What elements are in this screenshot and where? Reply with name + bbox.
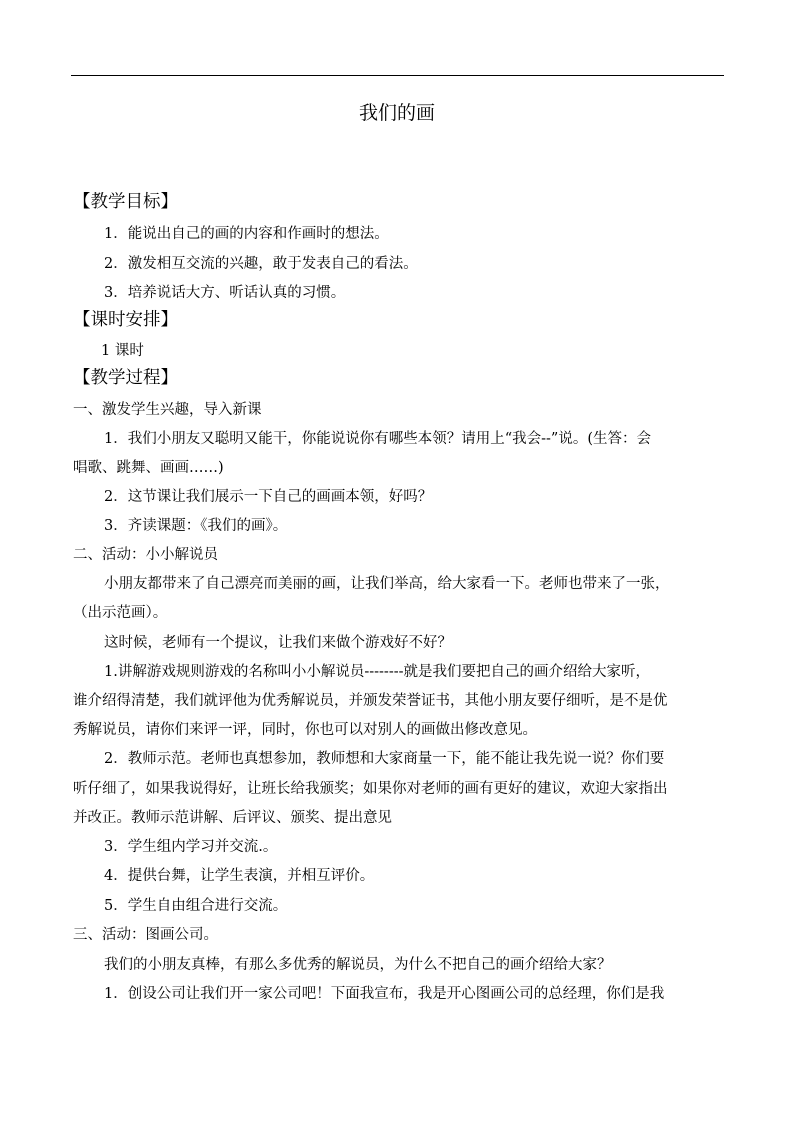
paragraph-line: 1．我们小朋友又聪明又能干，你能说说你有哪些本领？请用上“我会--”说。(生答：会 [104, 431, 652, 447]
header-rule [71, 75, 724, 76]
paragraph-line: 唱歌、跳舞、画画……) [73, 460, 224, 476]
paragraph-line: （出示范画）。 [73, 605, 168, 621]
section-heading-goals: 【教学目标】 [73, 192, 178, 212]
part-heading: 一、激发学生兴趣，导入新课 [73, 402, 262, 418]
paragraph-line: 3．学生组内学习并交流.。 [104, 839, 278, 855]
paragraph-line: 这时候，老师有一个提议，让我们来做个游戏好不好？ [104, 635, 452, 651]
paragraph-line: 听仔细了，如果我说得好，让班长给我颁奖；如果你对老师的画有更好的建议，欢迎大家指出 [73, 781, 668, 797]
paragraph-line: 谁介绍得清楚，我们就评他为优秀解说员，并颁发荣誉证书，其他小朋友要仔细听，是不是优 [73, 693, 668, 709]
part-heading: 三、活动：图画公司。 [73, 927, 218, 943]
section-heading-schedule: 【课时安排】 [73, 310, 178, 330]
paragraph-line: 2．教师示范。老师也真想参加，教师想和大家商量一下，能不能让我先说一说？你们要 [104, 751, 665, 767]
paragraph-line: 并改正。教师示范讲解、后评议、颁奖、提出意见 [73, 810, 392, 826]
part-heading: 二、活动：小小解说员 [73, 547, 218, 563]
goal-item: 3．培养说话大方、听话认真的习惯。 [104, 285, 346, 301]
paragraph-line: 3．齐读课题：《我们的画》。 [104, 518, 288, 534]
paragraph-line: 2．这节课让我们展示一下自己的画画本领，好吗？ [104, 489, 433, 505]
paragraph-line: 5．学生自由组合进行交流。 [104, 898, 288, 914]
paragraph-line: 1.讲解游戏规则游戏的名称叫小小解说员--------就是我们要把自己的画介绍给大家听， [104, 664, 651, 680]
section-heading-process: 【教学过程】 [73, 368, 178, 388]
paragraph-line: 我们的小朋友真棒，有那么多优秀的解说员，为什么不把自己的画介绍给大家？ [104, 957, 612, 973]
goal-item: 2．激发相互交流的兴趣，敢于发表自己的看法。 [104, 256, 418, 272]
document-title: 我们的画 [358, 102, 435, 124]
paragraph-line: 4．提供台舞，让学生表演，并相互评价。 [104, 868, 375, 884]
schedule-text: 1 课时 [101, 343, 144, 359]
paragraph-line: 1．创设公司让我们开一家公司吧！下面我宣布，我是开心图画公司的总经理，你们是我 [104, 986, 665, 1002]
paragraph-line: 小朋友都带来了自己漂亮而美丽的画，让我们举高，给大家看一下。老师也带来了一张， [104, 576, 670, 592]
goal-item: 1．能说出自己的画的内容和作画时的想法。 [104, 226, 389, 242]
paragraph-line: 秀解说员，请你们来评一评，同时，你也可以对别人的画做出修改意见。 [73, 722, 537, 738]
